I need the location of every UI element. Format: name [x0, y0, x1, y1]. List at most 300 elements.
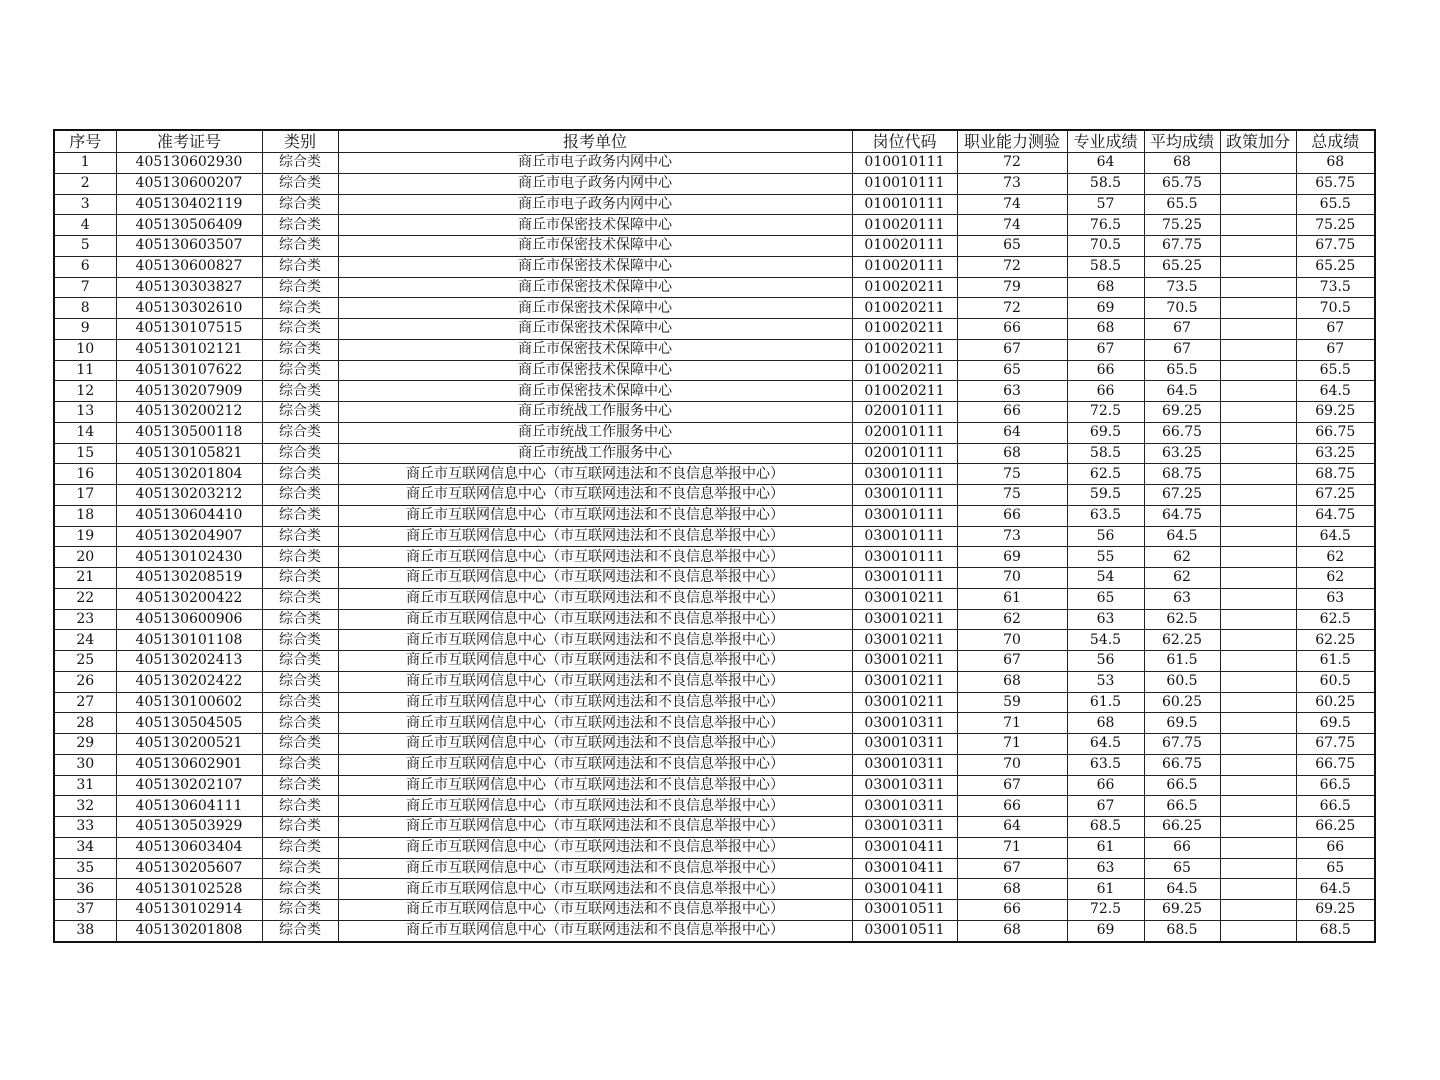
- cell-col-seq: 6: [54, 256, 116, 277]
- cell-col-bonus: [1220, 900, 1296, 921]
- table-row: [54, 173, 1375, 194]
- cell-col-category: 综合类: [262, 339, 338, 360]
- cell-col-unit: 商丘市互联网信息中心（市互联网违法和不良信息举报中心）: [338, 671, 852, 692]
- cell-col-professional: 66: [1067, 775, 1144, 796]
- cell-col-aptitude: 75: [957, 464, 1067, 485]
- cell-col-seq: 7: [54, 277, 116, 298]
- cell-col-category: 综合类: [262, 754, 338, 775]
- cell-col-ticket: 405130107622: [116, 360, 262, 381]
- cell-col-total: 67.25: [1296, 485, 1375, 506]
- table-row: [54, 194, 1375, 215]
- cell-col-category: 综合类: [262, 505, 338, 526]
- cell-col-category: 综合类: [262, 817, 338, 838]
- cell-col-category: 综合类: [262, 298, 338, 319]
- cell-col-average: 67.75: [1144, 734, 1220, 755]
- cell-col-aptitude: 68: [957, 443, 1067, 464]
- cell-col-seq: 31: [54, 775, 116, 796]
- table-row: [54, 298, 1375, 319]
- cell-col-unit: 商丘市互联网信息中心（市互联网违法和不良信息举报中心）: [338, 858, 852, 879]
- cell-col-bonus: [1220, 858, 1296, 879]
- cell-col-category: 综合类: [262, 713, 338, 734]
- cell-col-post-code: 030010111: [852, 464, 957, 485]
- cell-col-ticket: 405130204907: [116, 526, 262, 547]
- cell-col-aptitude: 59: [957, 692, 1067, 713]
- cell-col-professional: 54: [1067, 568, 1144, 589]
- table-row: [54, 319, 1375, 340]
- cell-col-category: 综合类: [262, 464, 338, 485]
- cell-col-total: 64.5: [1296, 526, 1375, 547]
- cell-col-ticket: 405130604410: [116, 505, 262, 526]
- cell-col-bonus: [1220, 796, 1296, 817]
- cell-col-aptitude: 67: [957, 775, 1067, 796]
- cell-col-post-code: 010020111: [852, 256, 957, 277]
- table-row: [54, 920, 1375, 941]
- cell-col-ticket: 405130303827: [116, 277, 262, 298]
- cell-col-post-code: 030010411: [852, 858, 957, 879]
- cell-col-post-code: 030010211: [852, 692, 957, 713]
- cell-col-bonus: [1220, 277, 1296, 298]
- cell-col-average: 64.75: [1144, 505, 1220, 526]
- cell-col-bonus: [1220, 775, 1296, 796]
- cell-col-category: 综合类: [262, 319, 338, 340]
- cell-col-aptitude: 67: [957, 339, 1067, 360]
- cell-col-bonus: [1220, 630, 1296, 651]
- cell-col-seq: 35: [54, 858, 116, 879]
- cell-col-unit: 商丘市互联网信息中心（市互联网违法和不良信息举报中心）: [338, 505, 852, 526]
- cell-col-unit: 商丘市互联网信息中心（市互联网违法和不良信息举报中心）: [338, 485, 852, 506]
- cell-col-professional: 61: [1067, 879, 1144, 900]
- cell-col-unit: 商丘市互联网信息中心（市互联网违法和不良信息举报中心）: [338, 837, 852, 858]
- cell-col-total: 68: [1296, 153, 1375, 174]
- cell-col-seq: 16: [54, 464, 116, 485]
- table-row: [54, 339, 1375, 360]
- cell-col-ticket: 405130207909: [116, 381, 262, 402]
- cell-col-aptitude: 72: [957, 153, 1067, 174]
- cell-col-average: 69.25: [1144, 900, 1220, 921]
- cell-col-category: 综合类: [262, 194, 338, 215]
- cell-col-average: 62: [1144, 568, 1220, 589]
- cell-col-aptitude: 79: [957, 277, 1067, 298]
- cell-col-post-code: 010010111: [852, 194, 957, 215]
- cell-col-professional: 57: [1067, 194, 1144, 215]
- cell-col-post-code: 030010211: [852, 588, 957, 609]
- cell-col-aptitude: 66: [957, 319, 1067, 340]
- cell-col-seq: 9: [54, 319, 116, 340]
- table-body: [54, 153, 1375, 942]
- cell-col-total: 65.25: [1296, 256, 1375, 277]
- table-row: [54, 256, 1375, 277]
- cell-col-aptitude: 66: [957, 900, 1067, 921]
- cell-col-aptitude: 70: [957, 754, 1067, 775]
- cell-col-post-code: 020010111: [852, 402, 957, 423]
- cell-col-post-code: 010020111: [852, 215, 957, 236]
- cell-col-total: 64.5: [1296, 381, 1375, 402]
- cell-col-professional: 67: [1067, 339, 1144, 360]
- cell-col-seq: 26: [54, 671, 116, 692]
- cell-col-average: 62.25: [1144, 630, 1220, 651]
- cell-col-ticket: 405130102528: [116, 879, 262, 900]
- table-row: [54, 526, 1375, 547]
- cell-col-category: 综合类: [262, 277, 338, 298]
- cell-col-unit: 商丘市保密技术保障中心: [338, 319, 852, 340]
- cell-col-average: 60.5: [1144, 671, 1220, 692]
- cell-col-bonus: [1220, 817, 1296, 838]
- cell-col-total: 69.25: [1296, 900, 1375, 921]
- cell-col-total: 60.25: [1296, 692, 1375, 713]
- table-row: [54, 485, 1375, 506]
- cell-col-ticket: 405130202107: [116, 775, 262, 796]
- cell-col-professional: 61.5: [1067, 692, 1144, 713]
- cell-col-professional: 66: [1067, 360, 1144, 381]
- cell-col-professional: 70.5: [1067, 236, 1144, 257]
- table-row: [54, 858, 1375, 879]
- cell-col-total: 66.75: [1296, 422, 1375, 443]
- cell-col-professional: 69: [1067, 298, 1144, 319]
- cell-col-average: 66.75: [1144, 754, 1220, 775]
- table-row: [54, 464, 1375, 485]
- cell-col-post-code: 030010111: [852, 485, 957, 506]
- cell-col-category: 综合类: [262, 568, 338, 589]
- cell-col-aptitude: 68: [957, 671, 1067, 692]
- table-row: [54, 630, 1375, 651]
- cell-col-bonus: [1220, 485, 1296, 506]
- cell-col-bonus: [1220, 588, 1296, 609]
- cell-col-aptitude: 75: [957, 485, 1067, 506]
- cell-col-professional: 62.5: [1067, 464, 1144, 485]
- cell-col-aptitude: 71: [957, 713, 1067, 734]
- cell-col-professional: 58.5: [1067, 256, 1144, 277]
- cell-col-professional: 67: [1067, 796, 1144, 817]
- cell-col-ticket: 405130600207: [116, 173, 262, 194]
- cell-col-average: 67.75: [1144, 236, 1220, 257]
- cell-col-unit: 商丘市保密技术保障中心: [338, 381, 852, 402]
- cell-col-aptitude: 70: [957, 568, 1067, 589]
- cell-col-professional: 64: [1067, 153, 1144, 174]
- cell-col-seq: 38: [54, 920, 116, 941]
- cell-col-unit: 商丘市保密技术保障中心: [338, 277, 852, 298]
- cell-col-ticket: 405130604111: [116, 796, 262, 817]
- cell-col-category: 综合类: [262, 381, 338, 402]
- cell-col-average: 65: [1144, 858, 1220, 879]
- cell-col-bonus: [1220, 692, 1296, 713]
- cell-col-seq: 4: [54, 215, 116, 236]
- cell-col-seq: 36: [54, 879, 116, 900]
- cell-col-category: 综合类: [262, 734, 338, 755]
- cell-col-post-code: 010020211: [852, 277, 957, 298]
- cell-col-unit: 商丘市互联网信息中心（市互联网违法和不良信息举报中心）: [338, 568, 852, 589]
- cell-col-professional: 72.5: [1067, 402, 1144, 423]
- cell-col-ticket: 405130602930: [116, 153, 262, 174]
- cell-col-seq: 23: [54, 609, 116, 630]
- cell-col-average: 66.75: [1144, 422, 1220, 443]
- cell-col-unit: 商丘市保密技术保障中心: [338, 298, 852, 319]
- cell-col-category: 综合类: [262, 526, 338, 547]
- cell-col-aptitude: 61: [957, 588, 1067, 609]
- table-row: [54, 900, 1375, 921]
- table-row: [54, 443, 1375, 464]
- cell-col-seq: 20: [54, 547, 116, 568]
- cell-col-unit: 商丘市互联网信息中心（市互联网违法和不良信息举报中心）: [338, 734, 852, 755]
- cell-col-post-code: 030010211: [852, 630, 957, 651]
- header-row: [54, 130, 1375, 153]
- cell-col-bonus: [1220, 194, 1296, 215]
- table-row: [54, 568, 1375, 589]
- cell-col-average: 67.25: [1144, 485, 1220, 506]
- cell-col-average: 66.25: [1144, 817, 1220, 838]
- cell-col-post-code: 030010311: [852, 796, 957, 817]
- cell-col-ticket: 405130402119: [116, 194, 262, 215]
- cell-col-ticket: 405130208519: [116, 568, 262, 589]
- cell-col-average: 66.5: [1144, 775, 1220, 796]
- cell-col-seq: 11: [54, 360, 116, 381]
- cell-col-unit: 商丘市互联网信息中心（市互联网违法和不良信息举报中心）: [338, 588, 852, 609]
- cell-col-ticket: 405130102121: [116, 339, 262, 360]
- cell-col-total: 60.5: [1296, 671, 1375, 692]
- table-row: [54, 277, 1375, 298]
- cell-col-average: 67: [1144, 319, 1220, 340]
- cell-col-aptitude: 65: [957, 360, 1067, 381]
- cell-col-post-code: 030010411: [852, 879, 957, 900]
- table-row: [54, 817, 1375, 838]
- cell-col-aptitude: 72: [957, 298, 1067, 319]
- header-col-total: 总成绩: [1296, 130, 1375, 153]
- cell-col-post-code: 020010111: [852, 422, 957, 443]
- cell-col-category: 综合类: [262, 443, 338, 464]
- cell-col-bonus: [1220, 754, 1296, 775]
- cell-col-category: 综合类: [262, 879, 338, 900]
- cell-col-ticket: 405130200422: [116, 588, 262, 609]
- table-row: [54, 879, 1375, 900]
- cell-col-post-code: 030010311: [852, 754, 957, 775]
- cell-col-aptitude: 74: [957, 215, 1067, 236]
- cell-col-category: 综合类: [262, 692, 338, 713]
- cell-col-average: 73.5: [1144, 277, 1220, 298]
- cell-col-bonus: [1220, 339, 1296, 360]
- cell-col-total: 75.25: [1296, 215, 1375, 236]
- cell-col-post-code: 030010111: [852, 526, 957, 547]
- cell-col-ticket: 405130101108: [116, 630, 262, 651]
- cell-col-total: 62.5: [1296, 609, 1375, 630]
- cell-col-total: 64.5: [1296, 879, 1375, 900]
- cell-col-unit: 商丘市电子政务内网中心: [338, 194, 852, 215]
- cell-col-bonus: [1220, 402, 1296, 423]
- cell-col-professional: 63: [1067, 609, 1144, 630]
- cell-col-professional: 53: [1067, 671, 1144, 692]
- cell-col-professional: 66: [1067, 381, 1144, 402]
- cell-col-bonus: [1220, 256, 1296, 277]
- cell-col-ticket: 405130603404: [116, 837, 262, 858]
- cell-col-unit: 商丘市互联网信息中心（市互联网违法和不良信息举报中心）: [338, 817, 852, 838]
- cell-col-seq: 3: [54, 194, 116, 215]
- cell-col-post-code: 010020211: [852, 319, 957, 340]
- cell-col-ticket: 405130107515: [116, 319, 262, 340]
- cell-col-bonus: [1220, 422, 1296, 443]
- cell-col-category: 综合类: [262, 360, 338, 381]
- cell-col-seq: 8: [54, 298, 116, 319]
- cell-col-seq: 17: [54, 485, 116, 506]
- score-sheet: [53, 129, 1374, 943]
- cell-col-seq: 21: [54, 568, 116, 589]
- cell-col-ticket: 405130503929: [116, 817, 262, 838]
- cell-col-unit: 商丘市保密技术保障中心: [338, 236, 852, 257]
- cell-col-professional: 56: [1067, 651, 1144, 672]
- cell-col-total: 62.25: [1296, 630, 1375, 651]
- cell-col-post-code: 030010111: [852, 547, 957, 568]
- cell-col-total: 63: [1296, 588, 1375, 609]
- table-row: [54, 547, 1375, 568]
- cell-col-total: 69.5: [1296, 713, 1375, 734]
- cell-col-average: 65.5: [1144, 194, 1220, 215]
- cell-col-category: 综合类: [262, 422, 338, 443]
- cell-col-aptitude: 63: [957, 381, 1067, 402]
- cell-col-unit: 商丘市互联网信息中心（市互联网违法和不良信息举报中心）: [338, 464, 852, 485]
- header-col-ticket: 准考证号: [116, 130, 262, 153]
- cell-col-unit: 商丘市互联网信息中心（市互联网违法和不良信息举报中心）: [338, 775, 852, 796]
- cell-col-total: 68.75: [1296, 464, 1375, 485]
- cell-col-post-code: 030010411: [852, 837, 957, 858]
- table-row: [54, 651, 1375, 672]
- table-row: [54, 588, 1375, 609]
- cell-col-average: 61.5: [1144, 651, 1220, 672]
- cell-col-category: 综合类: [262, 588, 338, 609]
- cell-col-post-code: 010020211: [852, 381, 957, 402]
- cell-col-post-code: 030010211: [852, 671, 957, 692]
- cell-col-unit: 商丘市统战工作服务中心: [338, 422, 852, 443]
- cell-col-seq: 30: [54, 754, 116, 775]
- cell-col-aptitude: 68: [957, 879, 1067, 900]
- cell-col-category: 综合类: [262, 236, 338, 257]
- cell-col-average: 63: [1144, 588, 1220, 609]
- cell-col-post-code: 030010211: [852, 651, 957, 672]
- cell-col-bonus: [1220, 920, 1296, 941]
- cell-col-post-code: 030010311: [852, 734, 957, 755]
- table-row: [54, 422, 1375, 443]
- cell-col-average: 65.5: [1144, 360, 1220, 381]
- cell-col-aptitude: 71: [957, 734, 1067, 755]
- cell-col-unit: 商丘市统战工作服务中心: [338, 443, 852, 464]
- cell-col-average: 68.75: [1144, 464, 1220, 485]
- cell-col-bonus: [1220, 837, 1296, 858]
- cell-col-aptitude: 68: [957, 920, 1067, 941]
- cell-col-seq: 14: [54, 422, 116, 443]
- table-row: [54, 713, 1375, 734]
- cell-col-aptitude: 66: [957, 796, 1067, 817]
- cell-col-aptitude: 62: [957, 609, 1067, 630]
- cell-col-ticket: 405130205607: [116, 858, 262, 879]
- cell-col-professional: 72.5: [1067, 900, 1144, 921]
- cell-col-unit: 商丘市保密技术保障中心: [338, 256, 852, 277]
- table-row: [54, 360, 1375, 381]
- cell-col-average: 63.25: [1144, 443, 1220, 464]
- cell-col-total: 66.25: [1296, 817, 1375, 838]
- cell-col-average: 64.5: [1144, 381, 1220, 402]
- cell-col-bonus: [1220, 360, 1296, 381]
- cell-col-professional: 63.5: [1067, 505, 1144, 526]
- cell-col-seq: 13: [54, 402, 116, 423]
- cell-col-unit: 商丘市电子政务内网中心: [338, 173, 852, 194]
- cell-col-aptitude: 67: [957, 858, 1067, 879]
- cell-col-aptitude: 64: [957, 817, 1067, 838]
- cell-col-total: 70.5: [1296, 298, 1375, 319]
- cell-col-unit: 商丘市互联网信息中心（市互联网违法和不良信息举报中心）: [338, 630, 852, 651]
- cell-col-seq: 5: [54, 236, 116, 257]
- cell-col-professional: 54.5: [1067, 630, 1144, 651]
- cell-col-unit: 商丘市保密技术保障中心: [338, 215, 852, 236]
- cell-col-unit: 商丘市保密技术保障中心: [338, 360, 852, 381]
- cell-col-post-code: 010020211: [852, 339, 957, 360]
- cell-col-category: 综合类: [262, 651, 338, 672]
- cell-col-professional: 69: [1067, 920, 1144, 941]
- cell-col-category: 综合类: [262, 630, 338, 651]
- cell-col-total: 65.5: [1296, 360, 1375, 381]
- cell-col-unit: 商丘市互联网信息中心（市互联网违法和不良信息举报中心）: [338, 713, 852, 734]
- cell-col-bonus: [1220, 298, 1296, 319]
- cell-col-average: 65.25: [1144, 256, 1220, 277]
- cell-col-professional: 64.5: [1067, 734, 1144, 755]
- cell-col-unit: 商丘市互联网信息中心（市互联网违法和不良信息举报中心）: [338, 526, 852, 547]
- cell-col-total: 69.25: [1296, 402, 1375, 423]
- cell-col-professional: 65: [1067, 588, 1144, 609]
- cell-col-post-code: 030010111: [852, 505, 957, 526]
- cell-col-ticket: 405130603507: [116, 236, 262, 257]
- cell-col-post-code: 030010311: [852, 775, 957, 796]
- cell-col-post-code: 030010211: [852, 609, 957, 630]
- cell-col-aptitude: 74: [957, 194, 1067, 215]
- cell-col-post-code: 010020211: [852, 360, 957, 381]
- table-row: [54, 775, 1375, 796]
- cell-col-seq: 25: [54, 651, 116, 672]
- table-row: [54, 381, 1375, 402]
- cell-col-professional: 76.5: [1067, 215, 1144, 236]
- cell-col-aptitude: 67: [957, 651, 1067, 672]
- cell-col-professional: 68: [1067, 713, 1144, 734]
- cell-col-bonus: [1220, 443, 1296, 464]
- cell-col-average: 60.25: [1144, 692, 1220, 713]
- cell-col-total: 73.5: [1296, 277, 1375, 298]
- cell-col-category: 综合类: [262, 858, 338, 879]
- cell-col-average: 64.5: [1144, 879, 1220, 900]
- cell-col-total: 62: [1296, 547, 1375, 568]
- cell-col-professional: 69.5: [1067, 422, 1144, 443]
- cell-col-seq: 22: [54, 588, 116, 609]
- cell-col-bonus: [1220, 734, 1296, 755]
- cell-col-aptitude: 73: [957, 526, 1067, 547]
- cell-col-aptitude: 69: [957, 547, 1067, 568]
- cell-col-unit: 商丘市互联网信息中心（市互联网违法和不良信息举报中心）: [338, 879, 852, 900]
- cell-col-unit: 商丘市保密技术保障中心: [338, 339, 852, 360]
- cell-col-ticket: 405130202413: [116, 651, 262, 672]
- cell-col-post-code: 010010111: [852, 173, 957, 194]
- header-col-average: 平均成绩: [1144, 130, 1220, 153]
- cell-col-aptitude: 66: [957, 402, 1067, 423]
- cell-col-seq: 28: [54, 713, 116, 734]
- cell-col-seq: 32: [54, 796, 116, 817]
- cell-col-aptitude: 70: [957, 630, 1067, 651]
- cell-col-category: 综合类: [262, 900, 338, 921]
- cell-col-average: 68: [1144, 153, 1220, 174]
- cell-col-seq: 12: [54, 381, 116, 402]
- table-row: [54, 837, 1375, 858]
- cell-col-unit: 商丘市互联网信息中心（市互联网违法和不良信息举报中心）: [338, 754, 852, 775]
- header-col-bonus: 政策加分: [1220, 130, 1296, 153]
- cell-col-seq: 2: [54, 173, 116, 194]
- cell-col-average: 65.75: [1144, 173, 1220, 194]
- cell-col-total: 66.5: [1296, 796, 1375, 817]
- cell-col-professional: 58.5: [1067, 173, 1144, 194]
- header-col-aptitude: 职业能力测验: [957, 130, 1067, 153]
- cell-col-total: 65.75: [1296, 173, 1375, 194]
- table-row: [54, 236, 1375, 257]
